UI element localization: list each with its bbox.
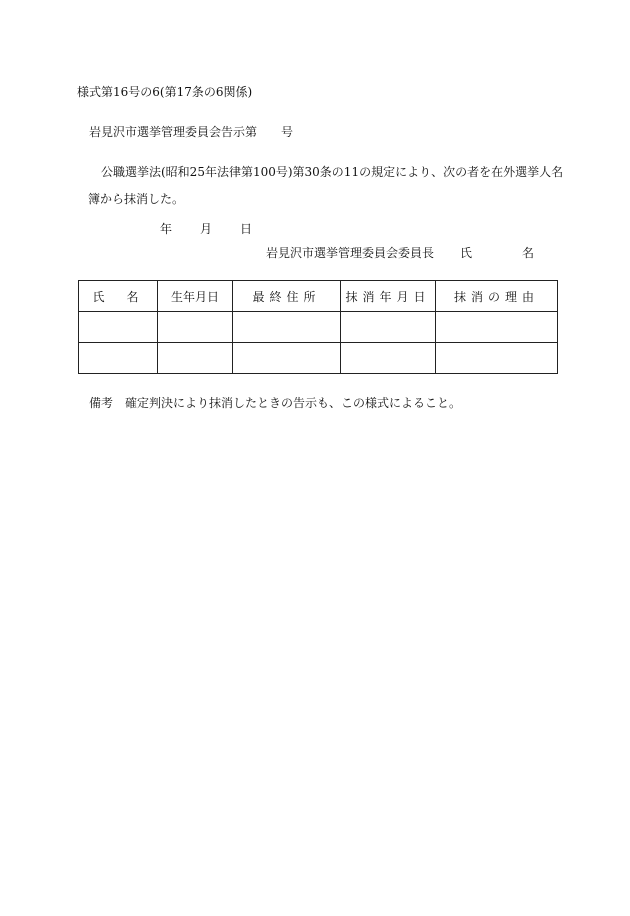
header-last-address: 最終住所 [233, 281, 341, 312]
body-text-line-1: 公職選挙法(昭和25年法律第100号)第30条の11の規定により、次の者を在外選挙人名 [101, 165, 564, 179]
header-name: 氏 名 [79, 281, 158, 312]
table-cell [341, 343, 436, 374]
table-cell [233, 343, 341, 374]
table-cell [233, 312, 341, 343]
signer-title: 岩見沢市選挙管理委員会委員長 [266, 246, 435, 260]
record-table [78, 280, 558, 374]
remarks-label: 備考 [89, 396, 114, 410]
month-label: 月 [200, 222, 213, 236]
table-row [79, 343, 558, 374]
body-text-line-2: 簿から抹消した。 [88, 192, 185, 206]
header-deletion-reason: 抹消の理由 [436, 281, 558, 312]
header-deletion-date: 抹消年月日 [341, 281, 436, 312]
date-line [160, 223, 252, 235]
day-label: 日 [240, 222, 253, 236]
table-header-row [79, 281, 558, 312]
table-cell [79, 312, 158, 343]
table-cell [436, 343, 558, 374]
form-reference: 様式第16号の6(第17条の6関係) [77, 85, 253, 99]
remarks-text: 確定判決により抹消したときの告示も、この様式によること。 [125, 396, 462, 410]
notice-title: 岩見沢市選挙管理委員会告示第 号 [89, 125, 294, 139]
signer-name-label-2: 名 [522, 246, 535, 260]
remarks [89, 397, 461, 409]
signer-name-label-1: 氏 [460, 246, 473, 260]
table-cell [158, 343, 233, 374]
table-row [79, 312, 558, 343]
table-cell [158, 312, 233, 343]
header-birthdate: 生年月日 [158, 281, 233, 312]
table-cell [79, 343, 158, 374]
signer-line [266, 247, 534, 259]
year-label: 年 [160, 222, 173, 236]
table-cell [341, 312, 436, 343]
table-cell [436, 312, 558, 343]
